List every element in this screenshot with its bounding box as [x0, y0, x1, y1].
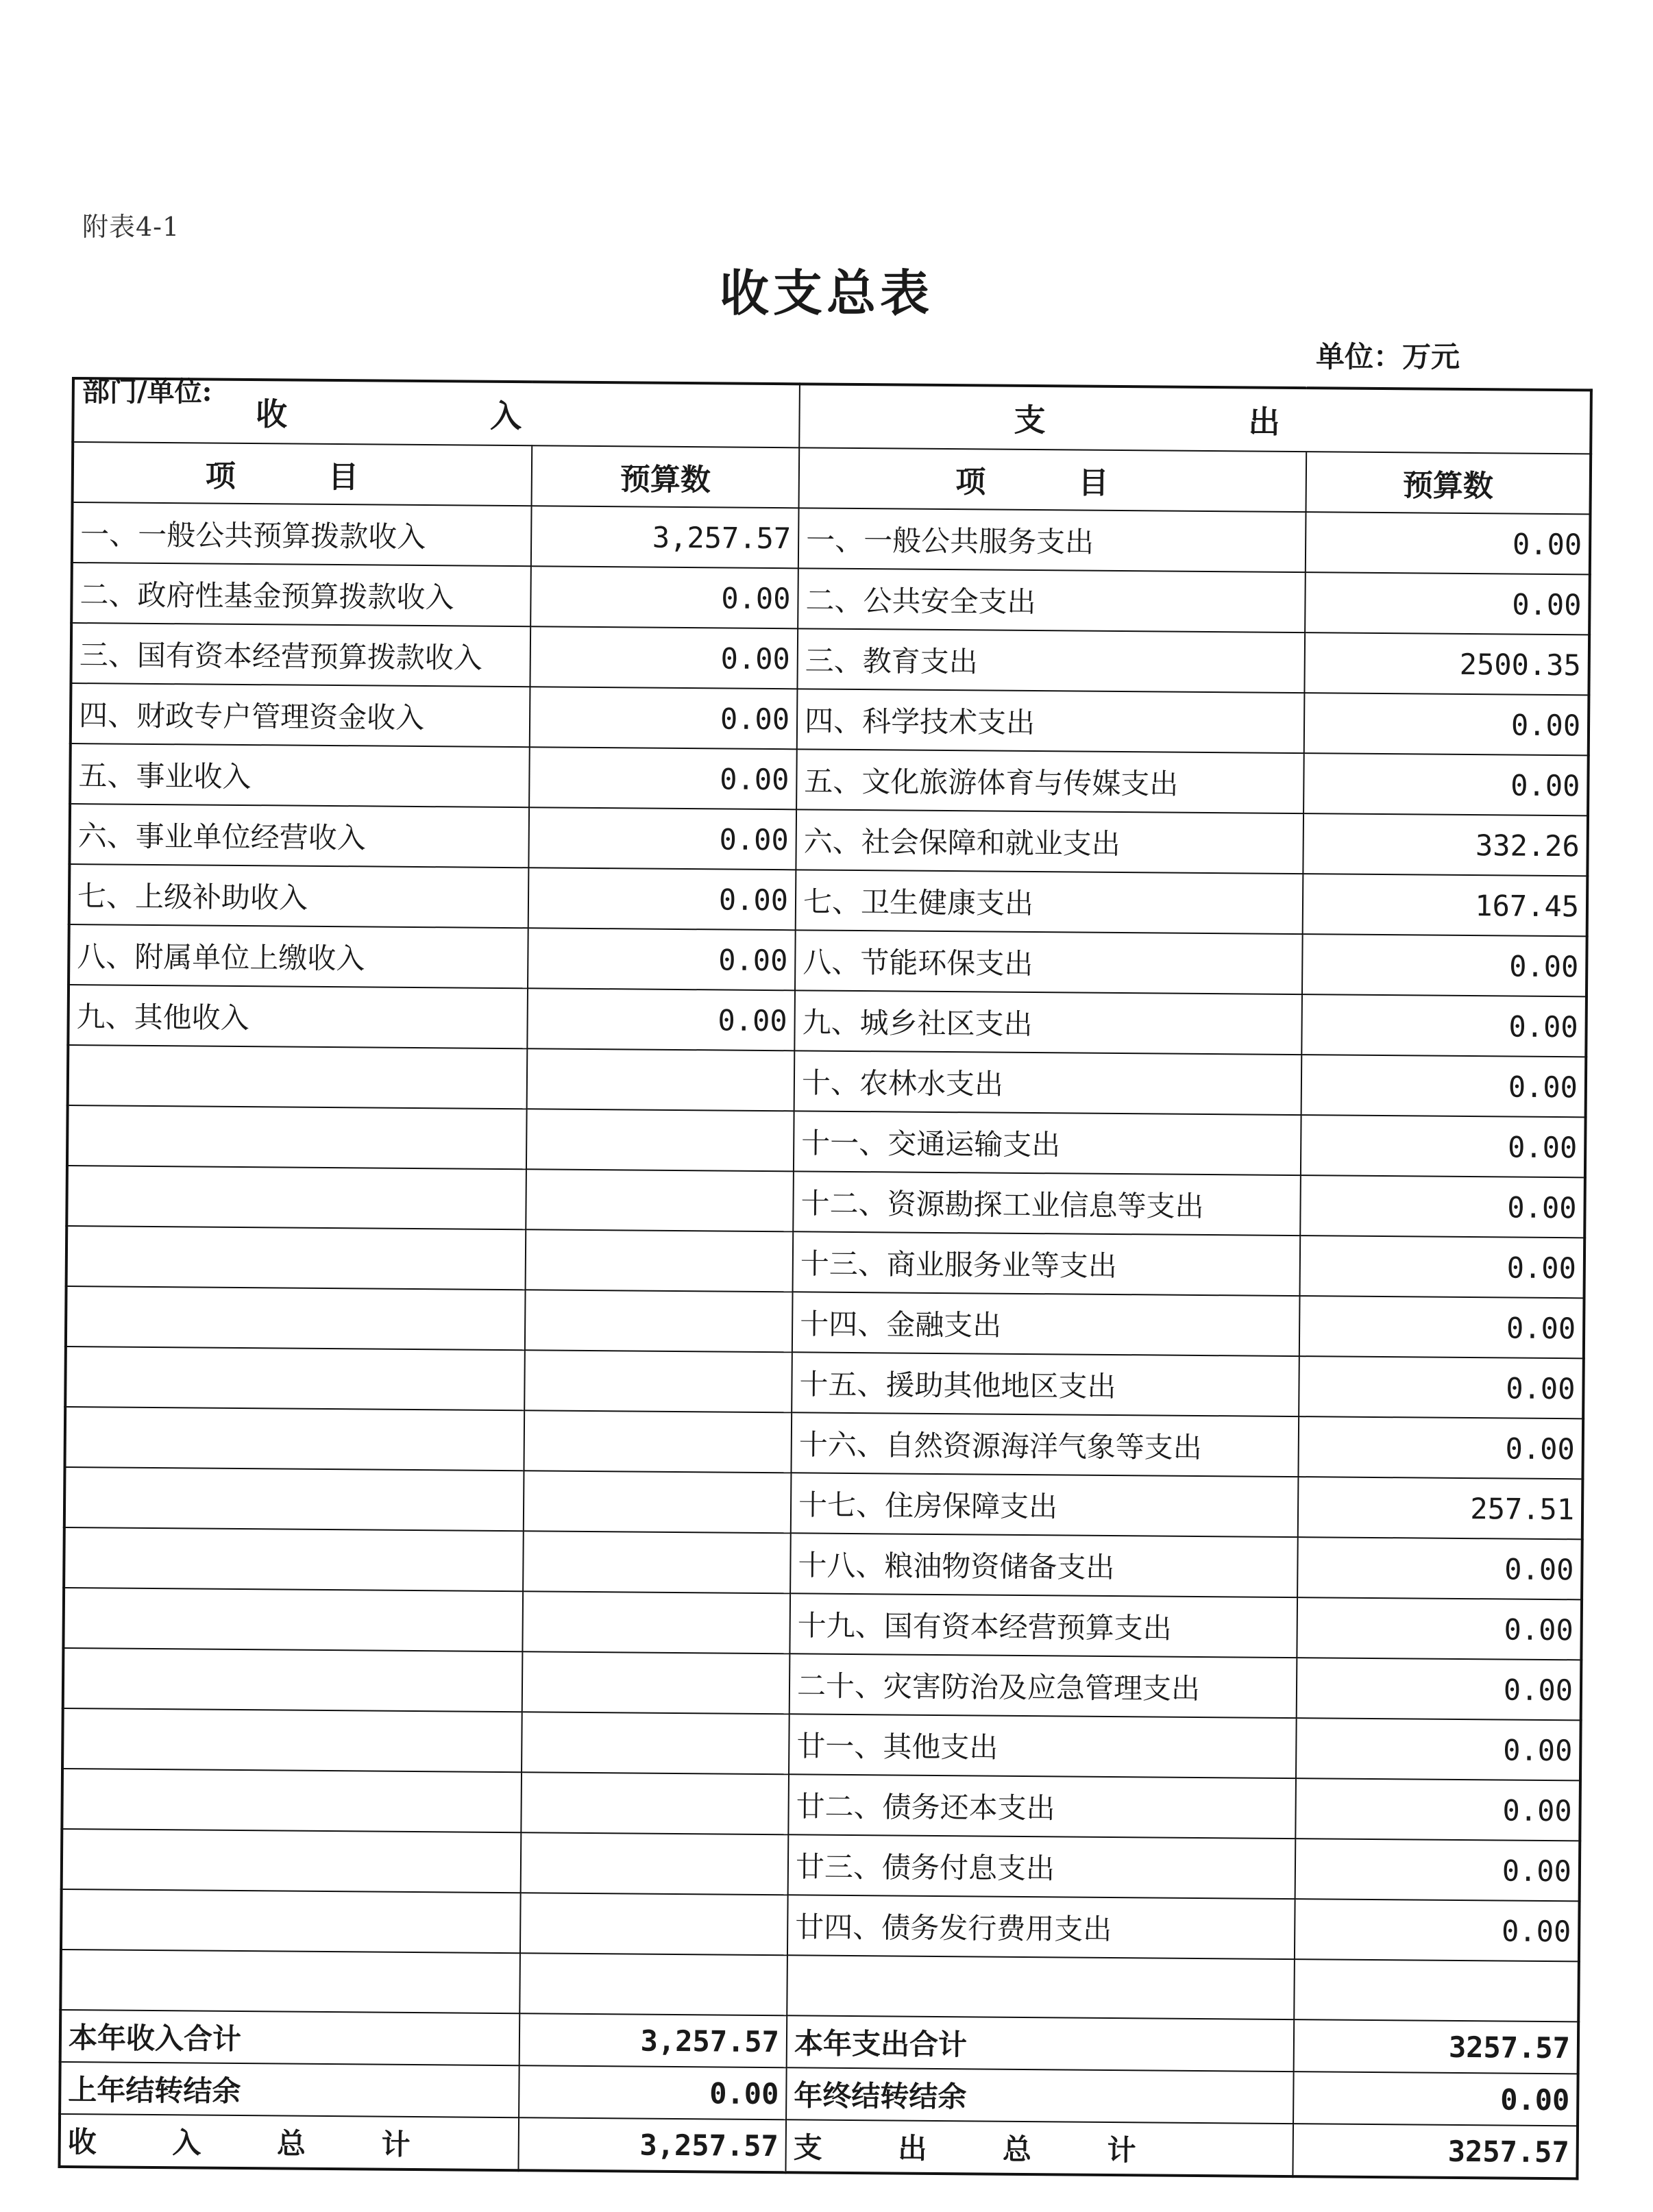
- income-item-cell: 八、附属单位上缴收入: [69, 924, 528, 988]
- income-item-cell: 三、国有资本经营预算拨款收入: [71, 623, 530, 687]
- column-header-row: [73, 442, 1591, 514]
- expense-item-cell: 十九、国有资本经营预算支出: [789, 1593, 1297, 1658]
- income-item-cell: [66, 1166, 526, 1229]
- income-value-cell: [526, 1109, 794, 1171]
- table-row: [64, 1527, 1582, 1599]
- income-value-cell: [527, 1048, 795, 1111]
- expense-item-cell: 十三、商业服务业等支出: [793, 1231, 1301, 1296]
- table-row: [66, 1166, 1585, 1238]
- expense-value-cell: 3257.57: [1293, 2124, 1578, 2178]
- table-row: [63, 1588, 1582, 1660]
- expense-value-cell: 0.00: [1299, 1356, 1584, 1418]
- expense-item-cell: 十八、粮油物资储备支出: [790, 1533, 1298, 1597]
- table-row: [68, 985, 1587, 1057]
- expense-item-cell: 七、卫生健康支出: [796, 870, 1303, 934]
- income-value-cell: [521, 1772, 789, 1834]
- income-item-header: 项 目: [73, 442, 532, 506]
- table-row: [71, 683, 1589, 755]
- income-value-cell: 0.00: [528, 928, 796, 990]
- expense-value-cell: 0.00: [1302, 934, 1587, 996]
- table-row: [71, 563, 1590, 635]
- department-label: 部门/单位:: [82, 376, 212, 408]
- expense-value-cell: 0.00: [1296, 1718, 1581, 1780]
- page-title: 收支总表: [719, 264, 933, 322]
- table-row: [70, 744, 1589, 815]
- income-item-cell: 五、事业收入: [70, 744, 530, 807]
- income-item-cell: 本年收入合计: [60, 2010, 520, 2065]
- expense-item-cell: 十七、住房保障支出: [791, 1473, 1299, 1537]
- table-row: [64, 1467, 1583, 1539]
- table-row: [62, 1769, 1580, 1841]
- income-value-cell: 0.00: [527, 988, 795, 1050]
- expense-value-cell: 0.00: [1301, 1055, 1587, 1117]
- income-item-cell: 一、一般公共预算拨款收入: [72, 502, 532, 566]
- table-row: [66, 1286, 1584, 1358]
- income-item-cell: [64, 1527, 524, 1591]
- expense-item-cell: 廿二、债务还本支出: [788, 1774, 1296, 1839]
- budget-sheet: [58, 377, 1590, 2176]
- income-item-cell: [63, 1648, 523, 1712]
- expense-item-cell: 十二、资源勘探工业信息等支出: [793, 1171, 1301, 1236]
- table-row: [66, 1226, 1585, 1298]
- income-item-cell: [61, 1889, 521, 1953]
- income-item-cell: 收 入 总 计: [59, 2114, 519, 2170]
- expense-item-cell: [787, 1955, 1295, 2019]
- income-value-cell: [525, 1290, 793, 1352]
- expense-item-cell: 本年支出合计: [787, 2015, 1295, 2072]
- expense-item-cell: 六、社会保障和就业支出: [796, 809, 1303, 874]
- income-value-cell: [522, 1591, 790, 1654]
- expense-item-cell: 二十、灾害防治及应急管理支出: [789, 1654, 1297, 1718]
- expense-value-cell: 257.51: [1298, 1477, 1583, 1539]
- expense-item-cell: 五、文化旅游体育与传媒支出: [796, 749, 1304, 813]
- expense-item-cell: 十一、交通运输支出: [794, 1111, 1301, 1175]
- total-row: [59, 2114, 1578, 2178]
- expense-item-header: 项 目: [799, 447, 1307, 512]
- expense-value-cell: 332.26: [1303, 813, 1588, 876]
- expense-item-cell: 廿四、债务发行费用支出: [787, 1895, 1295, 1959]
- expense-value-cell: 167.45: [1303, 874, 1588, 936]
- table-row: [71, 623, 1589, 695]
- table-row: [67, 1105, 1586, 1177]
- expense-value-cell: 0.00: [1295, 1899, 1580, 1961]
- income-value-cell: [522, 1651, 790, 1714]
- expense-value-cell: [1294, 1959, 1579, 2021]
- income-value-cell: [526, 1169, 794, 1231]
- expense-value-cell: 0.00: [1299, 1296, 1584, 1358]
- expense-value-cell: 0.00: [1293, 2072, 1578, 2126]
- expense-value-cell: 0.00: [1298, 1416, 1583, 1479]
- income-value-cell: 0.00: [530, 566, 798, 628]
- expense-item-cell: 一、一般公共服务支出: [798, 508, 1306, 572]
- expense-item-cell: 三、教育支出: [797, 628, 1305, 693]
- income-value-cell: [521, 1832, 789, 1895]
- income-item-cell: [63, 1588, 523, 1651]
- expense-value-cell: 0.00: [1305, 572, 1590, 635]
- expense-value-cell: 0.00: [1304, 693, 1589, 755]
- table-row: [68, 1045, 1587, 1117]
- income-value-cell: 3,257.57: [519, 2013, 787, 2067]
- income-header: 收 入: [73, 378, 800, 447]
- table-row: [62, 1829, 1580, 1901]
- income-value-cell: 0.00: [528, 807, 796, 870]
- annex-label: 附表4-1: [82, 212, 180, 242]
- income-item-cell: 六、事业单位经营收入: [69, 804, 529, 868]
- expense-value-cell: 0.00: [1301, 994, 1587, 1057]
- income-value-cell: [522, 1712, 789, 1774]
- table-row: [69, 864, 1588, 936]
- income-item-cell: [62, 1708, 522, 1772]
- table-row: [69, 804, 1588, 876]
- income-value-cell: 0.00: [519, 2065, 787, 2119]
- table-row: [62, 1708, 1581, 1780]
- income-value-cell: 0.00: [528, 868, 796, 930]
- expense-value-cell: 2500.35: [1304, 632, 1589, 695]
- table-row: [61, 1889, 1580, 1961]
- income-item-cell: 二、政府性基金预算拨款收入: [71, 563, 531, 626]
- expense-value-cell: 0.00: [1295, 1778, 1580, 1841]
- expense-value-cell: 0.00: [1300, 1175, 1585, 1238]
- expense-value-cell: 0.00: [1301, 1115, 1586, 1177]
- expense-item-cell: 廿三、债务付息支出: [788, 1834, 1296, 1899]
- expense-item-cell: 廿一、其他支出: [789, 1714, 1297, 1778]
- income-item-cell: 四、财政专户管理资金收入: [71, 683, 530, 747]
- income-item-cell: [66, 1226, 526, 1290]
- expense-item-cell: 八、节能环保支出: [795, 930, 1303, 994]
- table-row: [65, 1407, 1584, 1479]
- expense-value-cell: 0.00: [1306, 512, 1591, 574]
- expense-value-cell: 0.00: [1295, 1839, 1580, 1901]
- income-value-cell: [526, 1229, 794, 1292]
- budget-table: [58, 377, 1592, 2180]
- expense-header: 支 出: [799, 384, 1591, 454]
- income-value-cell: [524, 1471, 792, 1533]
- income-item-cell: [66, 1286, 526, 1350]
- income-item-cell: [68, 1045, 528, 1109]
- expense-item-cell: 四、科学技术支出: [797, 689, 1305, 753]
- income-item-cell: [65, 1347, 525, 1410]
- income-value-cell: 3,257.57: [518, 2117, 786, 2172]
- income-item-cell: 上年结转结余: [60, 2062, 519, 2117]
- income-value-cell: 3,257.57: [531, 506, 799, 568]
- expense-value-cell: 0.00: [1297, 1537, 1582, 1599]
- unit-label: 单位：万元: [1316, 340, 1460, 373]
- table-row: [63, 1648, 1582, 1720]
- expense-value-cell: 0.00: [1303, 753, 1589, 815]
- expense-value-cell: 3257.57: [1294, 2019, 1579, 2074]
- income-value-cell: 0.00: [529, 747, 797, 809]
- income-value-cell: [520, 1893, 788, 1955]
- income-item-cell: [67, 1105, 527, 1169]
- expense-value-cell: 0.00: [1297, 1658, 1582, 1720]
- expense-item-cell: 年终结转结余: [786, 2067, 1294, 2124]
- income-item-cell: 九、其他收入: [68, 985, 528, 1048]
- expense-item-cell: 九、城乡社区支出: [794, 990, 1302, 1055]
- expense-item-cell: 十五、援助其他地区支出: [792, 1352, 1299, 1416]
- income-value-cell: [523, 1531, 791, 1593]
- expense-value-cell: 0.00: [1300, 1236, 1585, 1298]
- table-row: [69, 924, 1587, 996]
- income-item-cell: [62, 1829, 522, 1893]
- expense-value-cell: 0.00: [1297, 1597, 1582, 1660]
- expense-item-cell: 十四、金融支出: [792, 1292, 1300, 1356]
- income-item-cell: [62, 1769, 522, 1832]
- income-item-cell: [64, 1467, 524, 1531]
- income-value-cell: [524, 1410, 792, 1473]
- expense-item-cell: 十六、自然资源海洋气象等支出: [791, 1412, 1299, 1477]
- income-value-cell: [524, 1350, 792, 1412]
- income-value-cell: 0.00: [530, 687, 798, 749]
- income-budget-header: 预算数: [532, 445, 800, 508]
- section-header-row: [73, 378, 1591, 454]
- income-value-cell: 0.00: [530, 626, 798, 689]
- budget-table-body: [59, 378, 1591, 2178]
- income-item-cell: 七、上级补助收入: [69, 864, 529, 928]
- expense-budget-header: 预算数: [1306, 452, 1591, 514]
- income-item-cell: [60, 1950, 520, 2013]
- expense-item-cell: 二、公共安全支出: [798, 568, 1306, 632]
- table-row: [72, 502, 1591, 574]
- table-row: [65, 1347, 1584, 1418]
- table-row: [60, 1950, 1579, 2021]
- income-item-cell: [65, 1407, 525, 1471]
- income-value-cell: [519, 1953, 787, 2015]
- expense-item-cell: 支 出 总 计: [785, 2119, 1293, 2176]
- expense-item-cell: 十、农林水支出: [794, 1050, 1302, 1115]
